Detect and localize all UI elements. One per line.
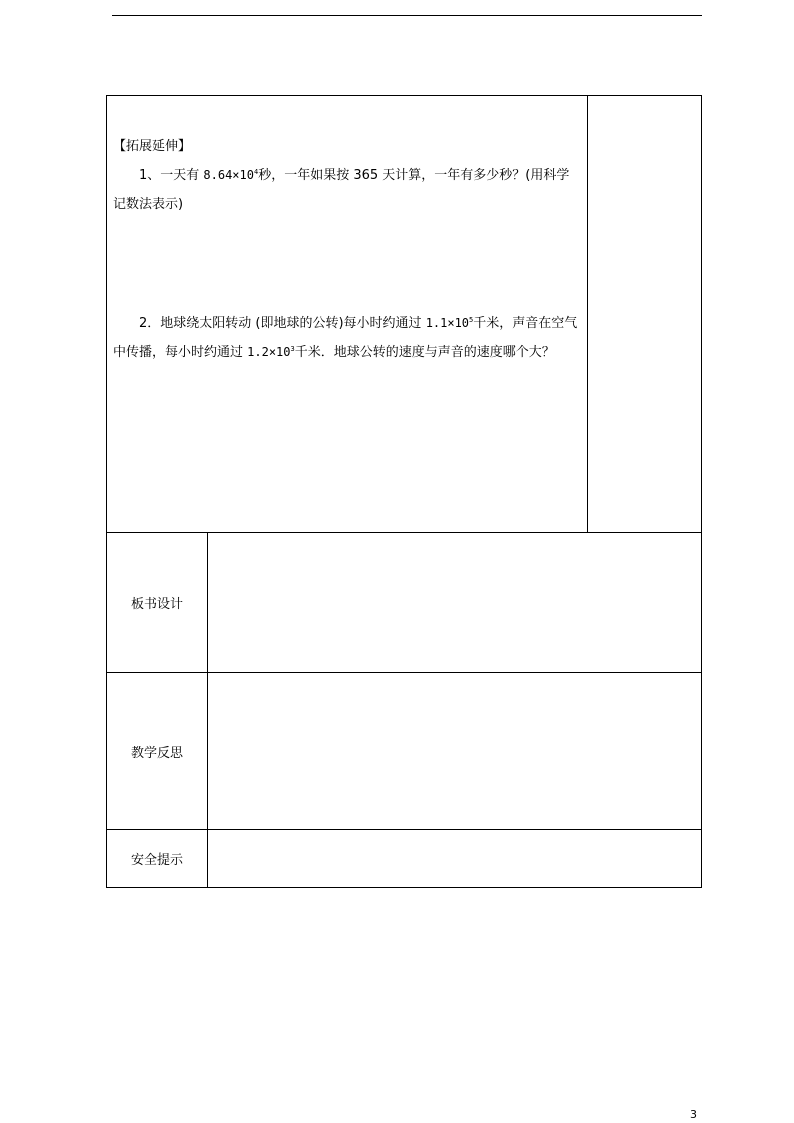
question-1-base: 8.64×10: [203, 168, 254, 182]
question-2-middle: 千米，声音在空气中传播，每小时约通过: [113, 316, 578, 360]
question-1-prefix: 1、一天有: [139, 168, 204, 183]
header-rule: [112, 15, 702, 16]
question-2-exponent-1: 5: [469, 316, 474, 324]
extension-cell: [107, 96, 588, 533]
question-1-suffix: 秒，一年如果按 365 天计算，一年有多少秒？(用科学记数法表示): [113, 168, 570, 212]
teaching-reflection-row: [107, 673, 702, 830]
notes-column-cell: [588, 96, 702, 533]
question-2-value-1: [426, 316, 474, 330]
safety-tips-row: [107, 830, 702, 888]
extension-title: 【拓展延伸】: [113, 139, 192, 154]
page-number: 3: [690, 1108, 697, 1121]
safety-tips-label: 安全提示: [107, 830, 208, 888]
question-2-base-1: 1.1×10: [425, 316, 470, 330]
extension-row: [107, 96, 702, 533]
question-1: [113, 161, 581, 219]
board-design-label: 板书设计: [107, 533, 208, 673]
question-2-suffix: 千米．地球公转的速度与声音的速度哪个大？: [294, 345, 555, 360]
question-2-base-2: 1.2×10: [247, 345, 291, 359]
board-design-content: [208, 533, 702, 673]
answer-space-1: [113, 219, 581, 309]
question-2: [113, 309, 581, 367]
extension-content: [107, 96, 587, 367]
question-2-value-2: [247, 345, 295, 359]
board-design-row: [107, 533, 702, 673]
question-1-exponent: 4: [253, 168, 259, 176]
teaching-reflection-label: 教学反思: [107, 673, 208, 830]
question-2-prefix: 2．地球绕太阳转动 (即地球的公转)每小时约通过: [139, 316, 426, 331]
safety-tips-content: [208, 830, 702, 888]
question-2-exponent-2: 3: [290, 345, 295, 353]
lesson-plan-table: [106, 95, 702, 888]
question-1-value: [203, 168, 258, 182]
teaching-reflection-content: [208, 673, 702, 830]
